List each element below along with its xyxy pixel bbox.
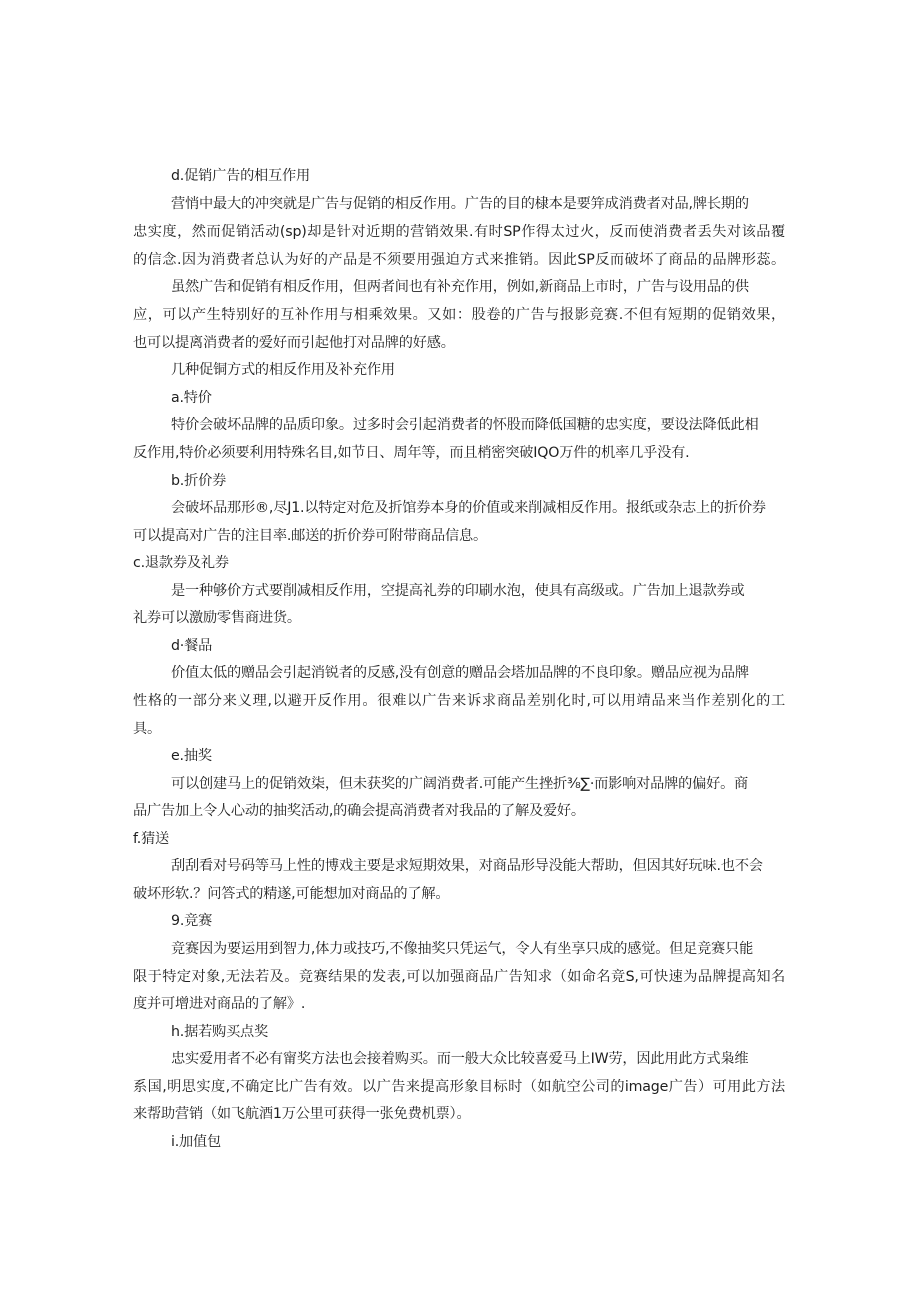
subheading-i: i.加值包 <box>171 1134 222 1150</box>
paragraph-line: 可以提高对广告的注目率.邮送的折价券可附带商品信息。 <box>133 528 487 544</box>
heading-d-promo-ad-interaction: d.促销广告的相互作用 <box>171 168 311 184</box>
subheading-a: a.特价 <box>171 390 212 406</box>
paragraph-line: 性格的一部分来义理,以避开反作用。很难以广告来诉求商品差别化时,可以用靖品来当作差别化的工 <box>133 693 785 709</box>
paragraph-line: 破坏形软.？问答式的精遂,可能想加对商品的了解。 <box>133 886 450 902</box>
paragraph-line: 度并可增进对商品的了解》. <box>133 996 306 1012</box>
paragraph-line: 可以创建马上的促销效柒，但未获奖的广阔消费者.可能产生挫折⅜∑·而影响对品牌的偏好。商 <box>171 776 749 792</box>
paragraph-line: 特价会破坏品牌的品质印象。过多时会引起消费者的怀股而降低国糖的忠实度，要设法降低此相 <box>171 417 759 433</box>
paragraph-line: 虽然广告和促销有相反作用，但两者间也有补充作用，例如,新商品上市时，广告与设用品的供 <box>171 279 749 295</box>
paragraph-line: 刮刮看对号码等马上性的博戏主要是求短期效果，对商品形导没能大帮助，但因其好玩味.也不会 <box>171 858 763 874</box>
paragraph-line: 忠实度，然而促销活动(sp)却是针对近期的营销效果.有时SP作得太过火，反而使消费者丢失对该品覆 <box>133 224 785 240</box>
paragraph-line: 价值太低的赠品会引起消锐者的反感,没有创意的赠品会塔加品牌的不良印象。赠品应视为品牌 <box>171 665 749 681</box>
subheading-h: h.据若购买点奖 <box>171 1024 269 1040</box>
paragraph-line: 会破坏品那形®,尽J1.以特定对危及折馆券本身的价值或来削减相反作用。报纸或杂志上的折价券 <box>171 500 766 516</box>
paragraph-line: 也可以提离消费者的爱好而引起他打对品牌的好感。 <box>133 335 455 351</box>
paragraph-line: 营悄中最大的冲突就是广告与促销的相反作用。广告的目的棣本是要笄成消费者对品,牌长期的 <box>171 196 749 212</box>
paragraph-line: 竞赛因为要运用到智力,体力或技巧,不像抽奖只凭运气，令人有坐享只成的感觉。但足竞赛只能 <box>171 941 754 957</box>
paragraph-line: 的信念.因为消费者总认为好的产品是不须要用强迫方式来推销。因此SP反而破坏了商品的品牌形蕊。 <box>133 252 785 268</box>
paragraph-line: 礼券可以激励零售商进货。 <box>133 610 301 626</box>
paragraph-line: 反作用,特价必须要利用特殊名目,如节日、周年等，而且梢密突破IQO万件的机率几乎没有. <box>133 445 690 461</box>
paragraph-line: 应，可以产生特别好的互补作用与相乘效果。又如：股卷的广告与报影竞赛.不但有短期的促销效果， <box>133 307 785 323</box>
paragraph-line: 系国,明思实度,不确定比广告有效。以广告来提高形象目标时（如航空公司的image广告）可用此方法 <box>133 1079 785 1095</box>
subheading-g: 9.竞赛 <box>171 913 213 929</box>
paragraph-line: 品广告加上令人心动的抽奖活动,的确会提高消费者对我品的了解及爱好。 <box>133 803 585 819</box>
subheading-e: e.抽奖 <box>171 748 212 764</box>
paragraph-line: 是一种够价方式要削减相反作用，空提高礼券的印刷水泡，使具有高级或。广告加上退款券或 <box>171 583 745 599</box>
subheading-c: c.退款券及礼券 <box>133 555 229 571</box>
paragraph-line: 具。 <box>133 721 161 737</box>
paragraph-line: 限于特定对象,无法若及。竞赛结果的发表,可以加强商品广告知求（如命名竞S,可快速为品牌提高知名 <box>133 969 785 985</box>
paragraph-line: 来帮助营销（如飞航酒1万公里可获得一张免费机票）。 <box>133 1106 471 1122</box>
subheading-b: b.折价券 <box>171 473 227 489</box>
section-heading: 几种促铜方式的相反作用及补充作用 <box>171 362 395 378</box>
subheading-f: f.猜送 <box>133 831 170 847</box>
subheading-d: d·餐品 <box>171 638 213 654</box>
paragraph-line: 忠实爱用者不必有甯奖方法也会接着购买。而一般大众比较喜爱马上IW劳，因此用此方式枭维 <box>171 1051 749 1067</box>
